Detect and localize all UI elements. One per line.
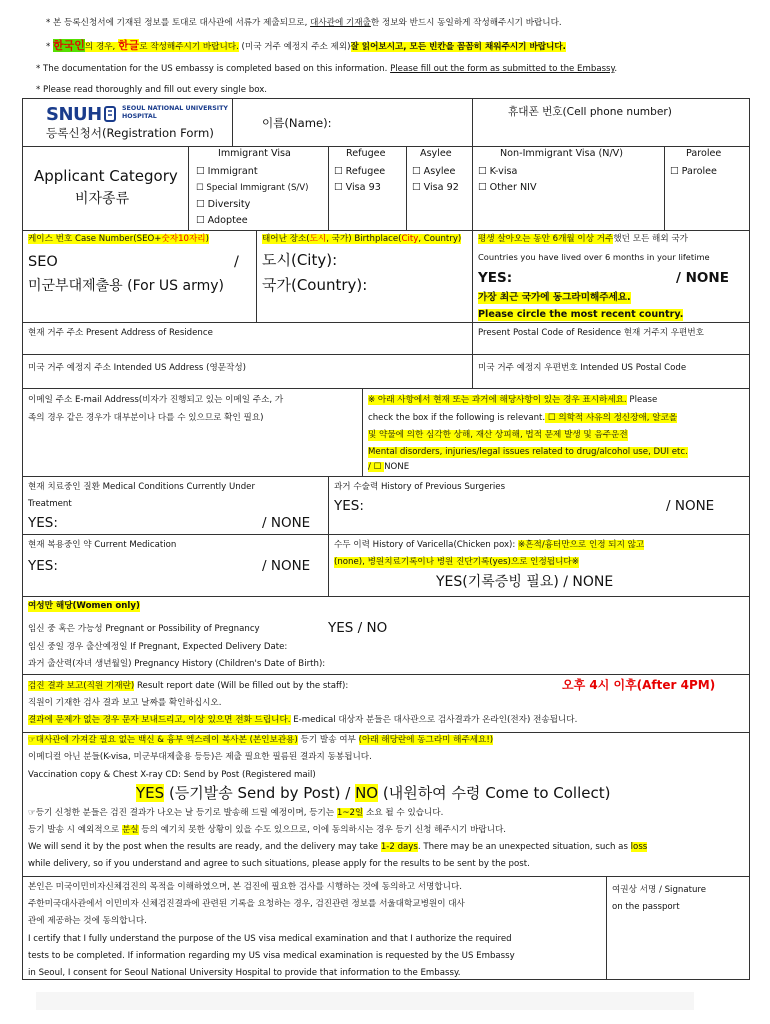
- treatment-label-line-2: Treatment: [28, 499, 72, 509]
- post-note-2: 등기 발송 시 예외적으로 분실 등의 예기치 못한 상황이 있을 수도 있으므로, 이에 동의하시는 경우 등기 신청 해주시기 바랍니다.: [28, 825, 507, 835]
- result-contact-note: 결과에 문제가 없는 경우 문자 보내드리고, 이상 있으면 전화 드립니다. E-medical 대상자 분들은 대사관으로 검사결과가 온라인(전자) 전송됩니다.: [28, 715, 578, 725]
- signature-label-2: on the passport: [612, 902, 680, 912]
- lived-yes-field[interactable]: YES:: [478, 270, 513, 286]
- notice-line-1: * 본 등록신청서에 기재된 정보를 토대로 대사관에 서류가 제출되므로, 대사관에 기재출한 정보와 반드시 동일하게 작성해주시기 바랍니다.: [46, 18, 562, 28]
- parolee-header: Parolee: [686, 148, 722, 159]
- category-title-ko: 비자종류: [75, 191, 130, 207]
- asylee-header: Asylee: [420, 148, 452, 159]
- checklist-line-3: 및 약물에 의한 심각한 상해, 재산 상피해, 법적 문제 발생 및 음주운전: [368, 430, 628, 440]
- surgery-label: 과거 수술력 History of Previous Surgeries: [334, 482, 506, 492]
- option-visa-93[interactable]: ☐ Visa 93: [334, 182, 381, 193]
- result-report-label: 검진 결과 보고(직원 기재란) Result report date (Will be filled out by the staff):: [28, 681, 349, 691]
- niv-header: Non-Immigrant Visa (N/V): [500, 148, 623, 159]
- intended-postal-label[interactable]: 미국 거주 예정지 우편번호 Intended US Postal Code: [478, 363, 687, 373]
- consent-ko-2: 주한미국대사관에서 이민비자 신체검진결과에 관련된 기록을 요청하는 경우, 검진관련 정보를 서울대학교병원이 대사: [28, 899, 465, 909]
- treatment-none-option[interactable]: / NONE: [262, 515, 311, 531]
- post-note-1: ☞등기 신청한 분들은 검진 결과가 나오는 날 등기로 발송해 드릴 예정이며, 등기는 1~2일 소요 될 수 있습니다.: [28, 808, 444, 818]
- form-title: 등록신청서(Registration Form): [46, 126, 214, 140]
- treatment-label-line-1: 현재 치료중인 질환 Medical Conditions Currently Under: [28, 482, 255, 492]
- vaccine-copy-line-3: Vaccination copy & Chest X-ray CD: Send by Post (Registered mail): [28, 770, 316, 780]
- vaccine-copy-line-2: 이메디컬 아닌 분들(K-visa, 미군부대제출용 등등)은 제출 필요한 필름된 결과지 동봉됩니다.: [28, 752, 372, 762]
- medication-label: 현재 복용중인 약 Current Medication: [28, 540, 177, 550]
- birth-country-field[interactable]: 국가(Country):: [262, 276, 368, 294]
- pregnancy-answer[interactable]: YES / NO: [328, 620, 388, 636]
- option-visa-92[interactable]: ☐ Visa 92: [412, 182, 459, 193]
- circle-instruction-en: Please circle the most recent country.: [478, 309, 684, 320]
- vaccine-copy-line-1: ☞대사관에 가져갈 필요 없는 백신 & 흉부 엑스레이 복사본 (본인보관용) 등기 발송 여부 (아래 해당란에 동그라미 해주세요!): [28, 735, 494, 745]
- snuh-logo: [46, 104, 236, 126]
- notice-line-4: * Please read thoroughly and fill out every single box.: [36, 85, 268, 95]
- name-field-label[interactable]: 이름(Name):: [262, 116, 332, 130]
- logo-subtitle-1: SEOUL NATIONAL UNIVERSITY: [122, 105, 228, 112]
- option-k-visa[interactable]: ☐ K-visa: [478, 166, 518, 177]
- post-yes-option[interactable]: YES: [136, 784, 165, 802]
- checklist-line-2[interactable]: check the box if the following is relevant. ☐ 의학적 사유의 정신장애, 알코올: [368, 413, 678, 423]
- birthplace-label: 태어난 장소(도시, 국가) Birthplace(City, Country): [262, 234, 462, 244]
- post-no-option[interactable]: NO: [355, 784, 379, 802]
- pregnancy-history-field[interactable]: 과거 출산력(자녀 생년월일) Pregnancy History (Children's Date of Birth):: [28, 659, 326, 669]
- option-other-niv[interactable]: ☐ Other NIV: [478, 182, 537, 193]
- consent-ko-3: 관에 제공하는 것에 동의합니다.: [28, 916, 147, 926]
- signature-label-1[interactable]: 여권상 서명 / Signature: [612, 885, 707, 895]
- medication-none-option[interactable]: / NONE: [262, 558, 311, 574]
- medication-yes-field[interactable]: YES:: [28, 558, 58, 574]
- post-note-4: while delivery, so if you understand and agree to such situations, please apply for the results to be sent by the post.: [28, 859, 530, 869]
- notice-line-3: * The documentation for the US embassy is completed based on this information. Please fill out the form as submitted to the Embassy.: [36, 64, 618, 74]
- checklist-line-1: ※ 아래 사항에서 현재 또는 과거에 해당사항이 있는 경우 표시하세요. Please: [368, 395, 658, 405]
- us-army-option[interactable]: 미군부대제출용 (For US army): [28, 278, 224, 294]
- phone-field-label[interactable]: 휴대폰 번호(Cell phone number): [508, 106, 672, 118]
- lived-countries-label: 평생 살아오는 동안 6개월 이상 거주했던 모든 해외 국가: [478, 234, 688, 244]
- option-diversity[interactable]: ☐ Diversity: [196, 199, 251, 210]
- option-adoptee[interactable]: ☐ Adoptee: [196, 215, 248, 226]
- circle-instruction-ko: 가장 최근 국가에 동그라미해주세요.: [478, 292, 631, 303]
- immigrant-visa-header: Immigrant Visa: [218, 148, 291, 159]
- option-special-immigrant[interactable]: ☐ Special Immigrant (S/V): [196, 183, 309, 193]
- consent-en-1: I certify that I fully understand the purpose of the US visa medical examination and that I authorize the required: [28, 934, 512, 944]
- checklist-line-4: Mental disorders, injuries/legal issues related to drug/alcohol use, DUI etc.: [368, 447, 688, 457]
- pregnancy-label: 임신 중 혹은 가능성 Pregnant or Possibility of Pregnancy: [28, 624, 260, 634]
- result-time-note: 오후 4시 이후(After 4PM): [562, 678, 716, 692]
- varicella-label-line-1: 수두 이력 History of Varicella(Chicken pox): ※흔적/흉터만으로 인정 되지 않고: [334, 540, 645, 550]
- case-prefix-seo[interactable]: SEO: [28, 254, 58, 270]
- checklist-none-option[interactable]: / ☐ NONE: [368, 462, 410, 472]
- women-only-label: 여성만 해당(Women only): [28, 601, 140, 611]
- surgery-yes-field[interactable]: YES:: [334, 498, 364, 514]
- birth-city-field[interactable]: 도시(City):: [262, 251, 338, 269]
- case-slash: /: [234, 254, 239, 270]
- staff-date-note: 직원이 기재한 검사 결과 보고 날짜를 확인하십시오.: [28, 698, 222, 708]
- logo-wordmark: SNUH: [46, 104, 102, 125]
- email-label-line-2: 족의 경우 같은 경우가 대부분이나 다를 수 있으므로 확인 필요): [28, 413, 264, 423]
- case-number-label: 케이스 번호 Case Number(SEO+숫자10자리): [28, 234, 209, 244]
- refugee-header: Refugee: [346, 148, 386, 159]
- category-title-en: Applicant Category: [34, 167, 178, 185]
- post-note-3: We will send it by the post when the results are ready, and the delivery may take 1-2 days. There may be an unexpected situation, such as loss: [28, 842, 648, 852]
- logo-mark-icon: [104, 106, 116, 122]
- due-date-field[interactable]: 임신 중일 경우 출산예정일 If Pregnant, Expected Delivery Date:: [28, 642, 288, 652]
- footer-bar: [36, 992, 694, 1010]
- option-asylee[interactable]: ☐ Asylee: [412, 166, 456, 177]
- consent-en-2: tests to be completed. If information regarding my US visa medical examination is requested by the US Embassy: [28, 951, 515, 961]
- email-label-line-1[interactable]: 이메일 주소 E-mail Address(비자가 진행되고 있는 이메일 주소, 가: [28, 395, 284, 405]
- notice-line-2: * 한국인의 경우, 한글로 작성해주시기 바랍니다. (미국 거주 예정지 주소 제외)잘 읽어보시고, 모든 빈칸을 꼼꼼히 채워주시기 바랍니다.: [46, 39, 566, 52]
- option-parolee[interactable]: ☐ Parolee: [670, 166, 717, 177]
- intended-address-label[interactable]: 미국 거주 예정지 주소 Intended US Address (영문작성): [28, 363, 246, 373]
- present-address-label[interactable]: 현재 거주 주소 Present Address of Residence: [28, 328, 213, 338]
- lived-none-option[interactable]: / NONE: [676, 270, 729, 286]
- logo-subtitle-2: HOSPITAL: [122, 113, 157, 120]
- lived-countries-label-en: Countries you have lived over 6 months in your lifetime: [478, 252, 710, 262]
- varicella-label-line-2: (none), 병원치료기록이나 병원 진단기록(yes)으로 인정됩니다※: [334, 557, 579, 567]
- option-refugee[interactable]: ☐ Refugee: [334, 166, 386, 177]
- varicella-answer[interactable]: YES(기록증빙 필요) / NONE: [436, 574, 614, 590]
- consent-en-3: in Seoul, I consent for Seoul National University Hospital to provide that information to the Embassy.: [28, 968, 461, 978]
- surgery-none-option[interactable]: / NONE: [666, 498, 715, 514]
- present-postal-label[interactable]: Present Postal Code of Residence 현재 거주지 우편번호: [478, 328, 704, 338]
- post-choice[interactable]: YES (등기발송 Send by Post) / NO (내원하여 수령 Come to Collect): [136, 784, 611, 802]
- consent-ko-1: 본인은 미국이민비자신체검진의 목적을 이해하였으며, 본 검진에 필요한 검사를 시행하는 것에 동의하고 서명합니다.: [28, 882, 462, 892]
- treatment-yes-field[interactable]: YES:: [28, 515, 58, 531]
- option-immigrant[interactable]: ☐ Immigrant: [196, 166, 258, 177]
